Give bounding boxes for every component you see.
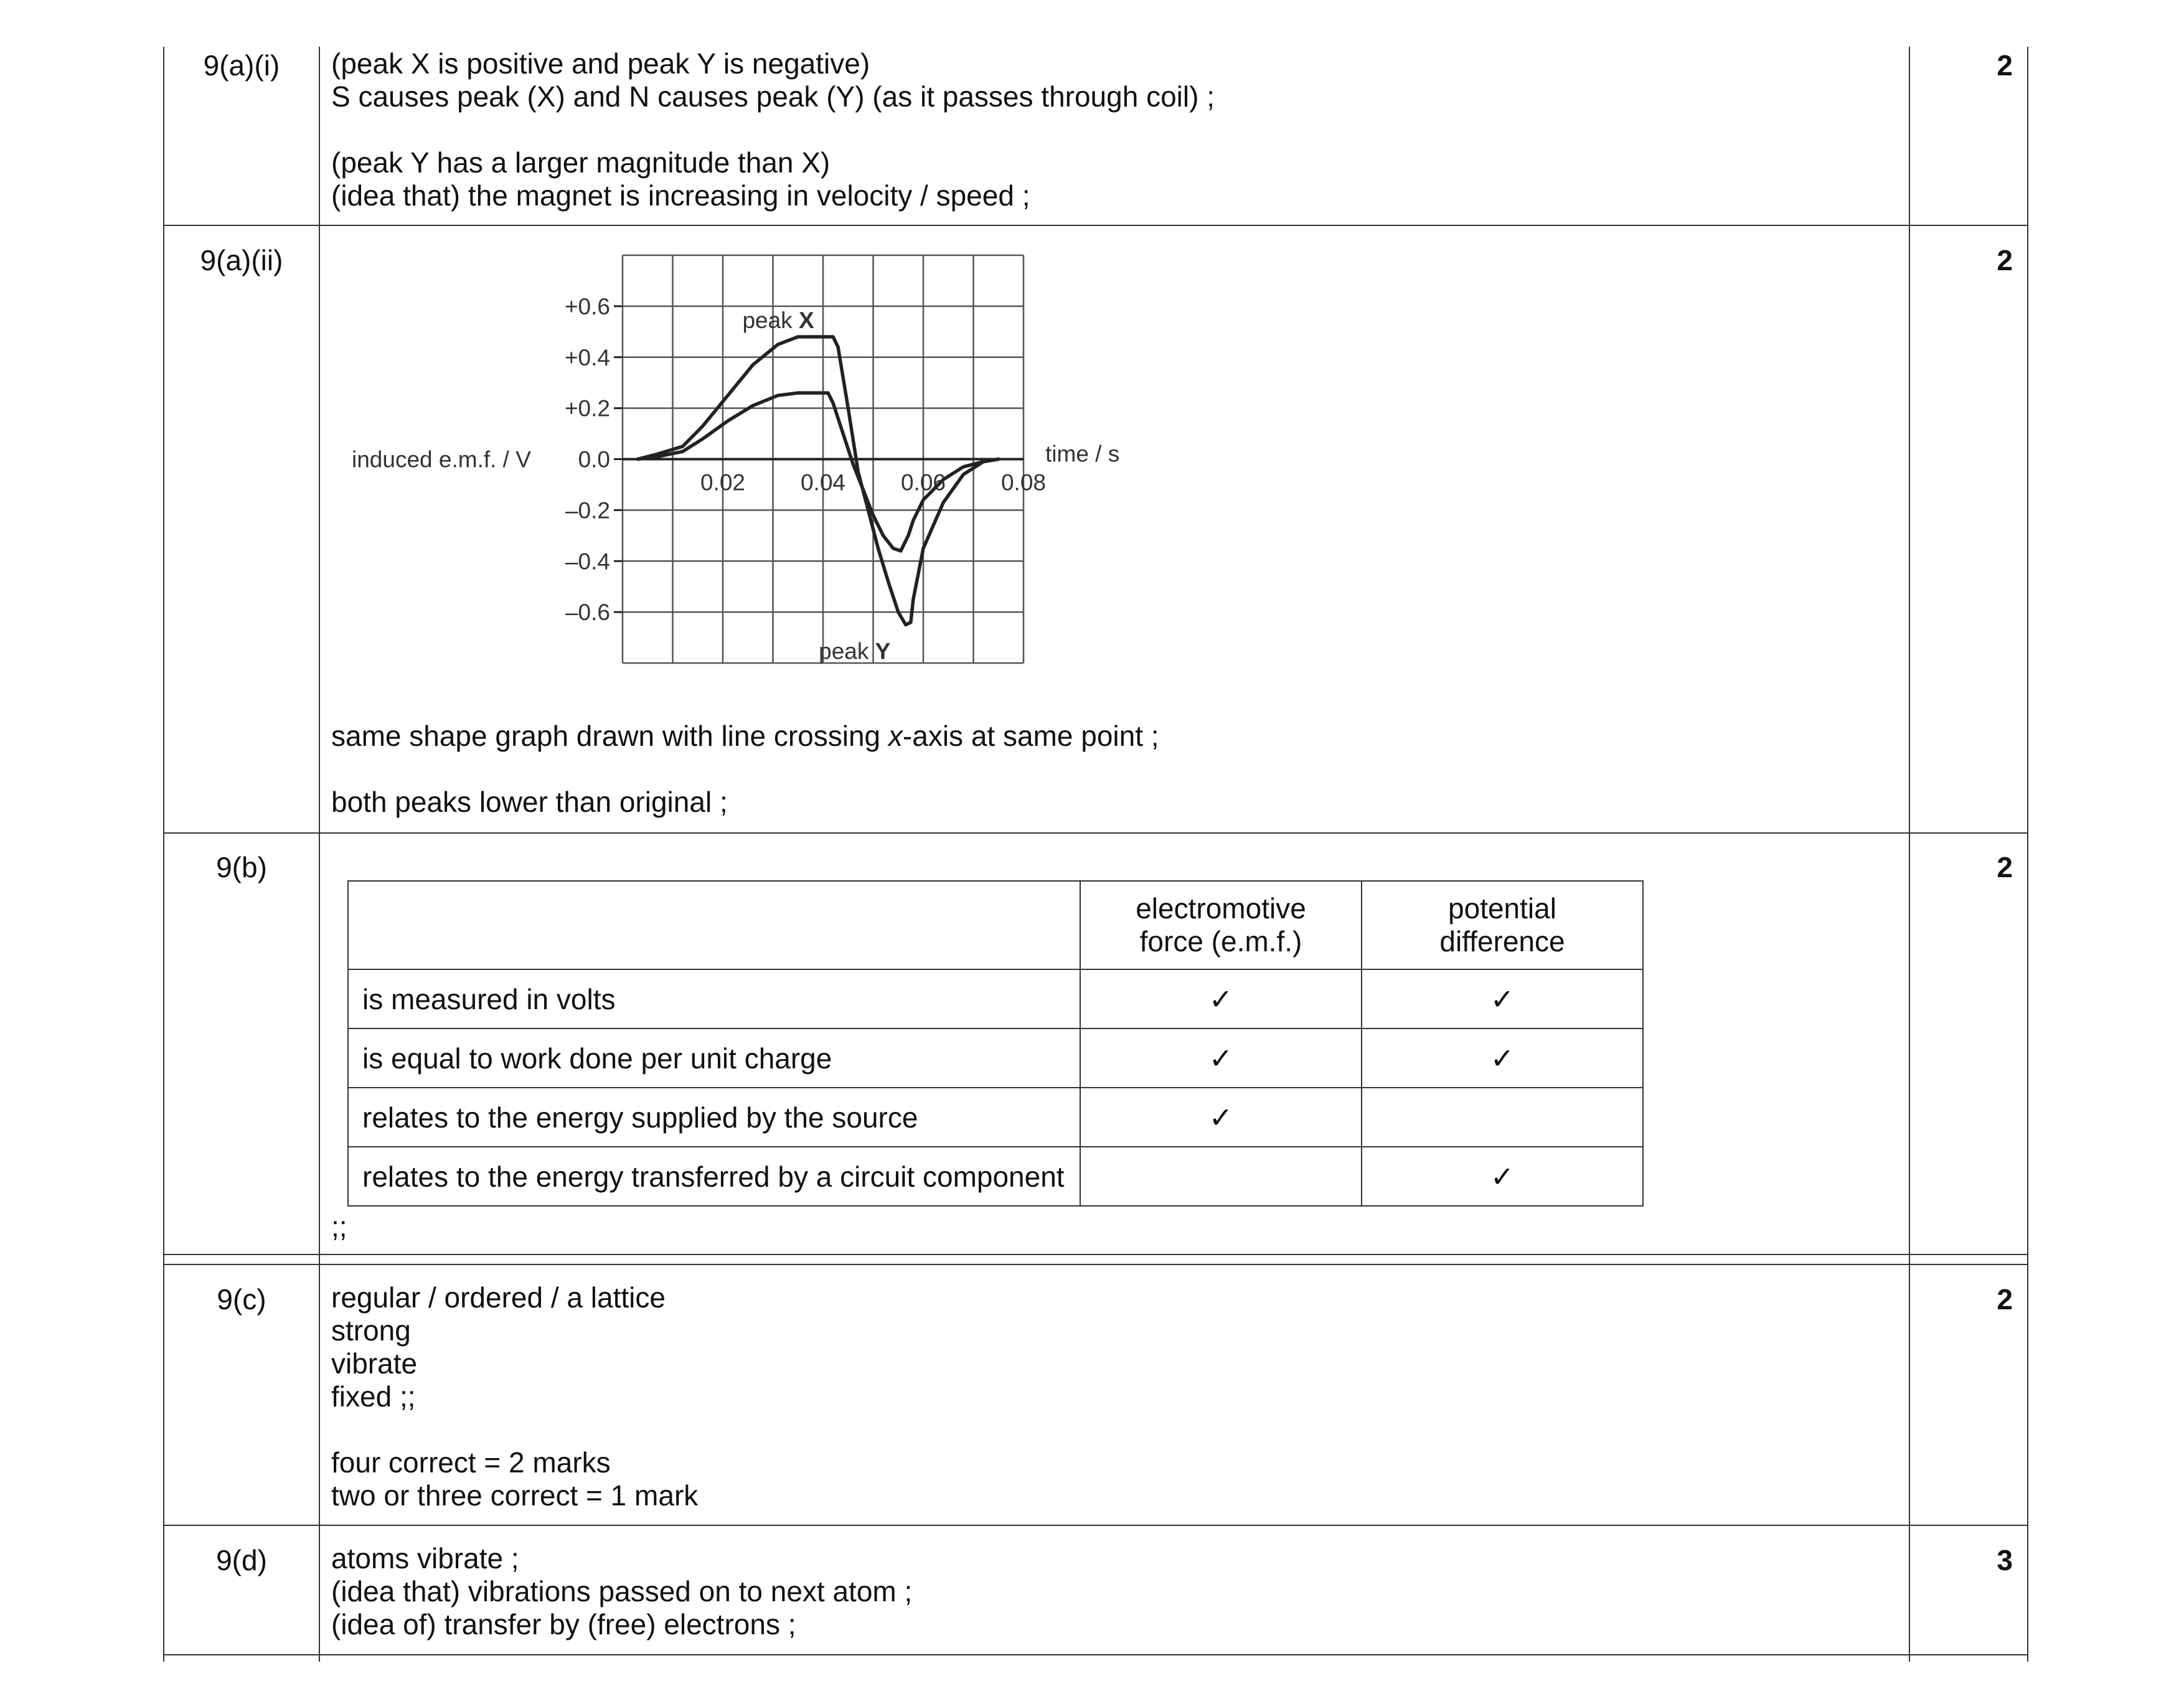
check-cell-empty: [1080, 1147, 1362, 1206]
marks-value: 2: [1997, 1283, 2013, 1315]
answer-line: S causes peak (X) and N causes peak (Y) (as it passes through coil) ;: [331, 80, 1215, 113]
check-icon: ✓: [1080, 1028, 1362, 1088]
row-label: is measured in volts: [348, 969, 1080, 1028]
answer-line: (idea of) transfer by (free) electrons ;: [331, 1608, 796, 1640]
check-icon: ✓: [1362, 969, 1643, 1028]
marks-value: 2: [1997, 244, 2013, 276]
table-border-question-col: [319, 47, 320, 1662]
peak-annotation: peak X: [742, 308, 814, 333]
check-icon: ✓: [1080, 969, 1362, 1028]
answer-line: (idea that) the magnet is increasing in velocity / speed ;: [331, 179, 1030, 212]
marks-value: 2: [1997, 851, 2013, 883]
y-tick-label: –0.2: [565, 497, 610, 524]
row-label: relates to the energy transferred by a circuit component: [348, 1147, 1080, 1206]
check-icon: ✓: [1362, 1147, 1643, 1206]
table-border-bottom: [163, 1654, 2028, 1655]
y-tick-label: +0.4: [564, 344, 610, 370]
answer-line: vibrate: [331, 1347, 418, 1380]
question-number: 9(d): [216, 1544, 267, 1576]
answer-line: both peaks lower than original ;: [331, 786, 728, 818]
x-axis-label: time / s: [1045, 441, 1120, 467]
y-tick-label: –0.6: [565, 600, 610, 626]
answer-text: [331, 47, 1215, 212]
answer-line: (peak X is positive and peak Y is negative): [331, 47, 870, 80]
table-header-emf: electromotive force (e.m.f.): [1080, 881, 1362, 969]
answer-text: [331, 720, 1159, 819]
row-divider: [163, 225, 2028, 226]
x-tick-label: 0.08: [1000, 469, 1047, 496]
question-number: 9(a)(i): [203, 49, 280, 82]
table-row: [348, 969, 1643, 1028]
x-tick-label: 0.02: [700, 469, 746, 496]
peak-annotation: peak Y: [819, 638, 891, 664]
check-icon: ✓: [1080, 1088, 1362, 1147]
marks-value: 2: [1997, 49, 2013, 82]
answer-line: (peak Y has a larger magnitude than X): [331, 146, 831, 179]
question-number: 9(b): [216, 851, 267, 883]
row-divider: [163, 1254, 2028, 1255]
table-row: [348, 1088, 1643, 1147]
emf-time-graph: [336, 243, 1146, 679]
y-tick-label: +0.2: [564, 395, 610, 421]
y-axis-label: induced e.m.f. / V: [352, 446, 531, 473]
row-label: is equal to work done per unit charge: [348, 1028, 1080, 1088]
emf-pd-comparison-table: [347, 880, 1644, 1207]
answer-suffix: ;;: [331, 1210, 347, 1243]
x-tick-label: 0.06: [900, 469, 946, 496]
table-row: [348, 1028, 1643, 1088]
table-header-empty: [348, 881, 1080, 969]
answer-text: [331, 1281, 698, 1512]
question-number: 9(a)(ii): [200, 244, 283, 276]
row-divider: [163, 1264, 2028, 1265]
answer-line: two or three correct = 1 mark: [331, 1479, 699, 1512]
table-header-pd: potential difference: [1362, 881, 1643, 969]
row-divider: [163, 1525, 2028, 1526]
table-row: [348, 1147, 1643, 1206]
y-tick-label: –0.4: [565, 548, 610, 575]
y-tick-label: +0.6: [564, 293, 610, 319]
x-axis-italic: x: [888, 720, 903, 752]
marks-value: 3: [1997, 1544, 2013, 1576]
check-icon: ✓: [1362, 1028, 1643, 1088]
answer-line: same shape graph drawn with line crossing x-axis at same point ;: [331, 720, 1159, 752]
answer-line: atoms vibrate ;: [331, 1542, 519, 1574]
answer-line: (idea that) vibrations passed on to next atom ;: [331, 1575, 913, 1607]
check-cell-empty: [1362, 1088, 1643, 1147]
question-number: 9(c): [217, 1283, 266, 1315]
x-tick-label: 0.04: [800, 469, 846, 496]
y-tick-label: 0.0: [578, 446, 610, 473]
answer-line: four correct = 2 marks: [331, 1446, 611, 1479]
table-border-right: [2027, 47, 2028, 1662]
answer-line: regular / ordered / a lattice: [331, 1281, 666, 1314]
answer-text: [331, 1542, 912, 1641]
answer-line: fixed ;;: [331, 1380, 416, 1413]
row-divider: [163, 832, 2028, 834]
row-label: relates to the energy supplied by the source: [348, 1088, 1080, 1147]
answer-line: strong: [331, 1314, 411, 1347]
